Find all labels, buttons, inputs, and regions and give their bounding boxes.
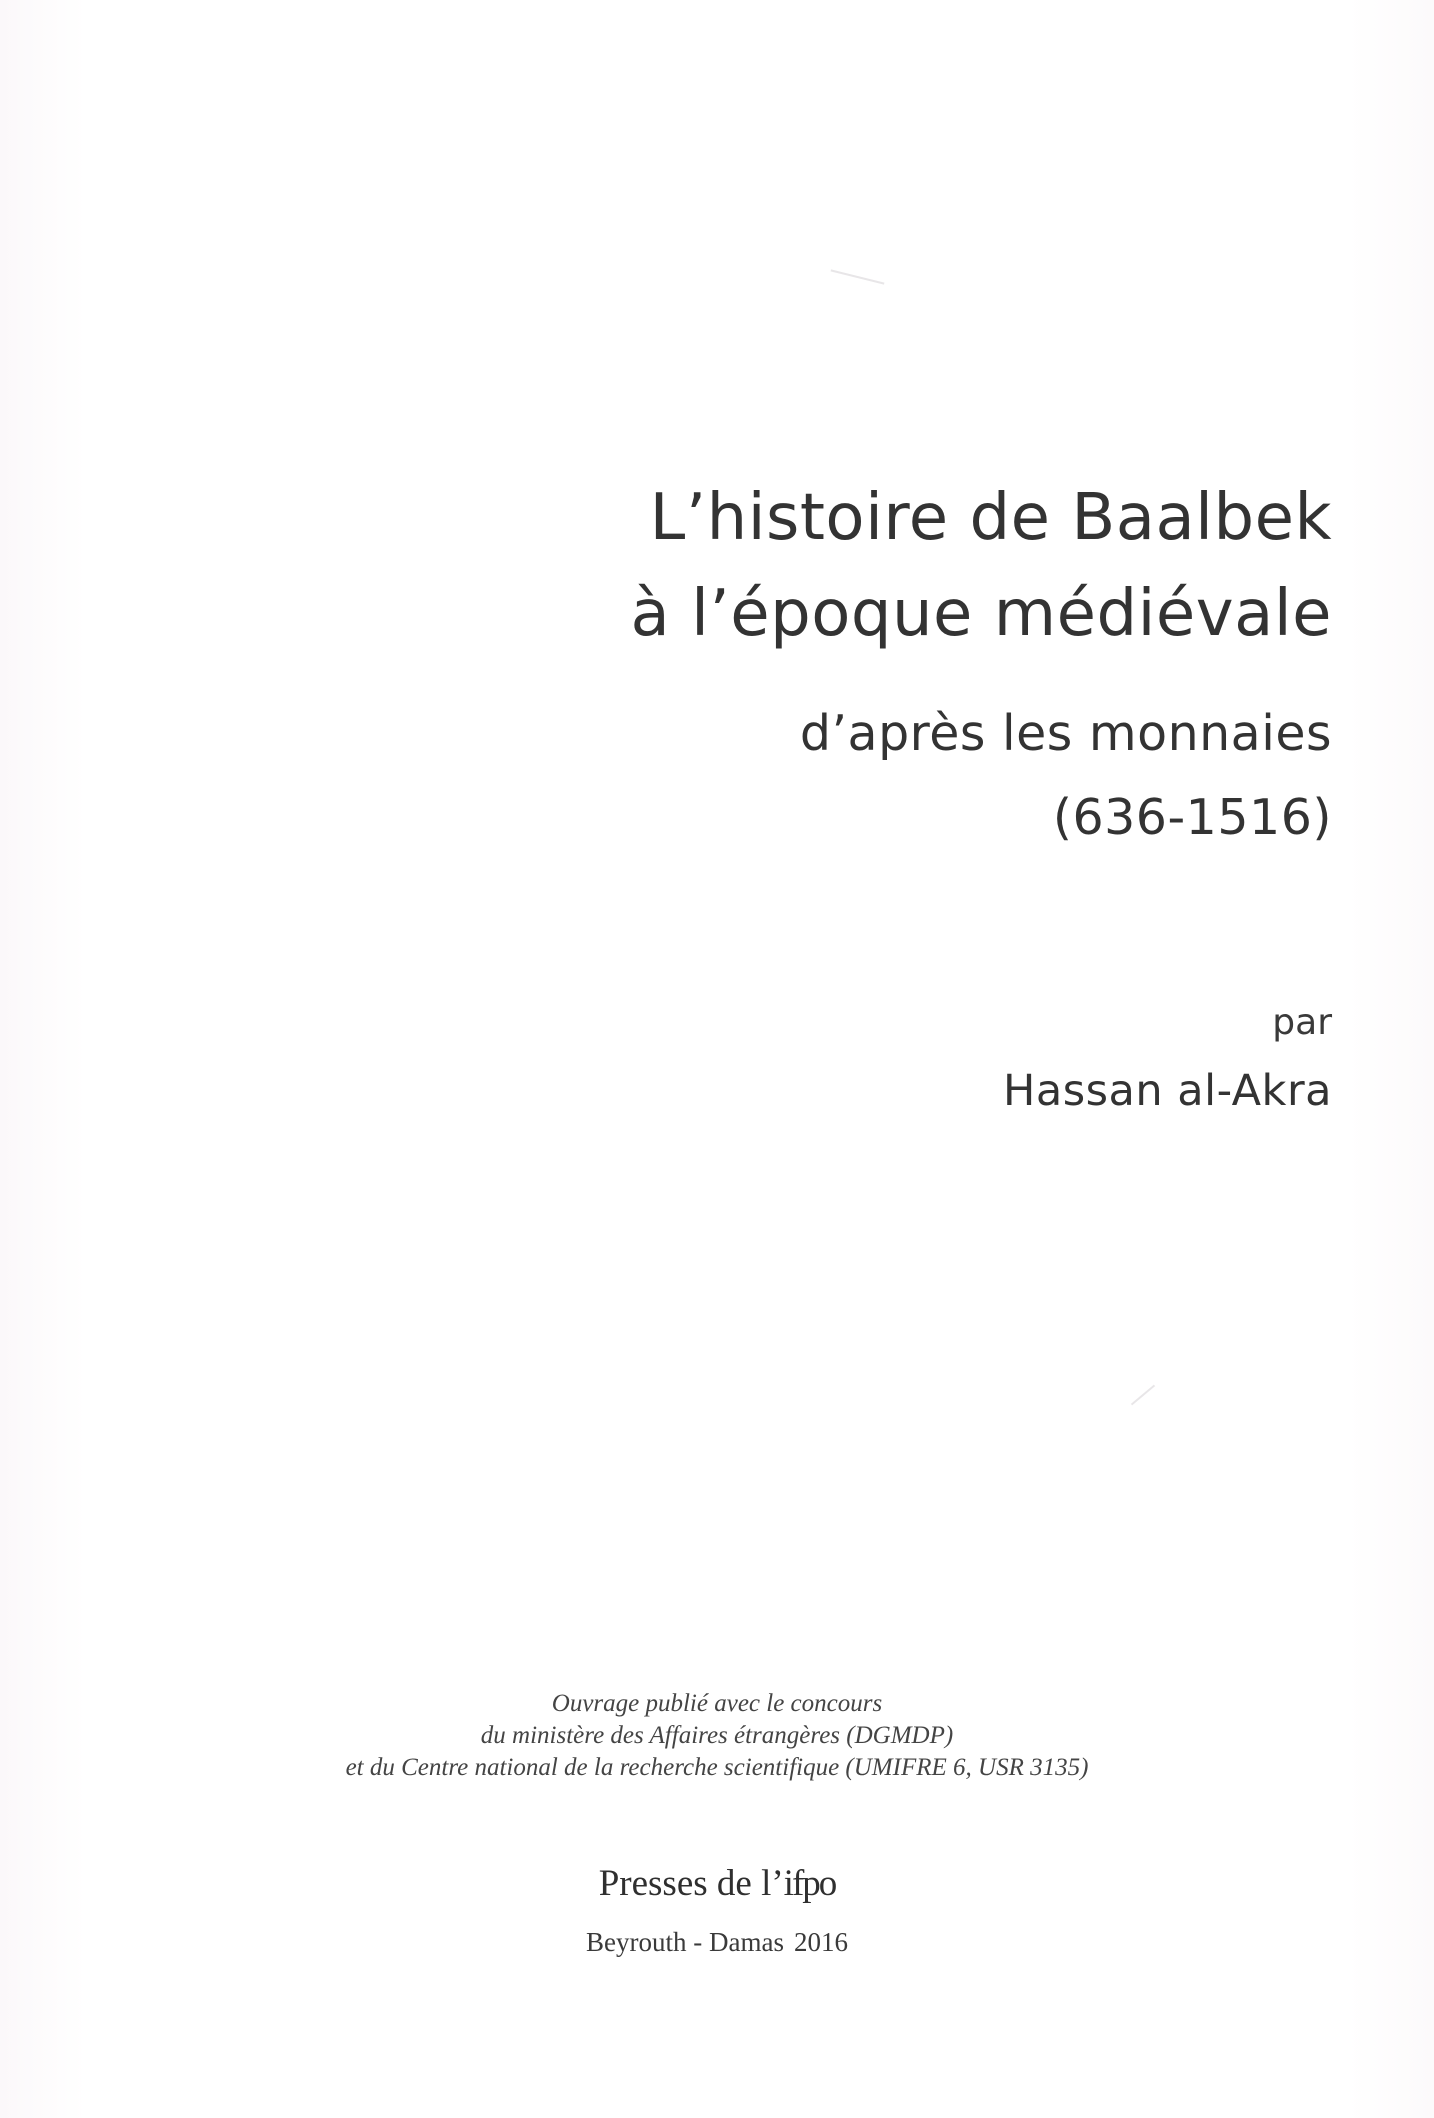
publication-year: 2016 — [793, 1927, 848, 1957]
credits-line-2: du ministère des Affaires étrangères (DGMDP) — [480, 1722, 954, 1749]
title-line-2: à l’époque médiévale — [630, 577, 1332, 651]
credits-line-3: et du Centre national de la recherche scientifique (UMIFRE 6, USR 3135) — [345, 1754, 1089, 1781]
title-block — [631, 470, 1333, 860]
ifpo-logo: ifpo — [783, 1863, 836, 1904]
by-label: par — [1272, 1002, 1332, 1043]
paper-mark — [1131, 1385, 1155, 1406]
subtitle-line-1: d’après les monnaies — [799, 705, 1332, 762]
publication-place: Beyrouth - Damas — [586, 1927, 784, 1957]
title-line-1: L’histoire de Baalbek — [649, 481, 1332, 555]
publisher — [0, 1862, 1434, 1905]
credits-line-1: Ouvrage publié avec le concours — [551, 1690, 883, 1717]
publication-place-year — [0, 1927, 1434, 1958]
author-name: Hassan al-Akra — [1003, 1066, 1332, 1116]
publisher-prefix: Presses de l’ — [598, 1863, 784, 1904]
subtitle-line-2: (636-1516) — [1052, 789, 1332, 846]
paper-mark — [831, 269, 885, 284]
publication-credits — [0, 1688, 1434, 1784]
